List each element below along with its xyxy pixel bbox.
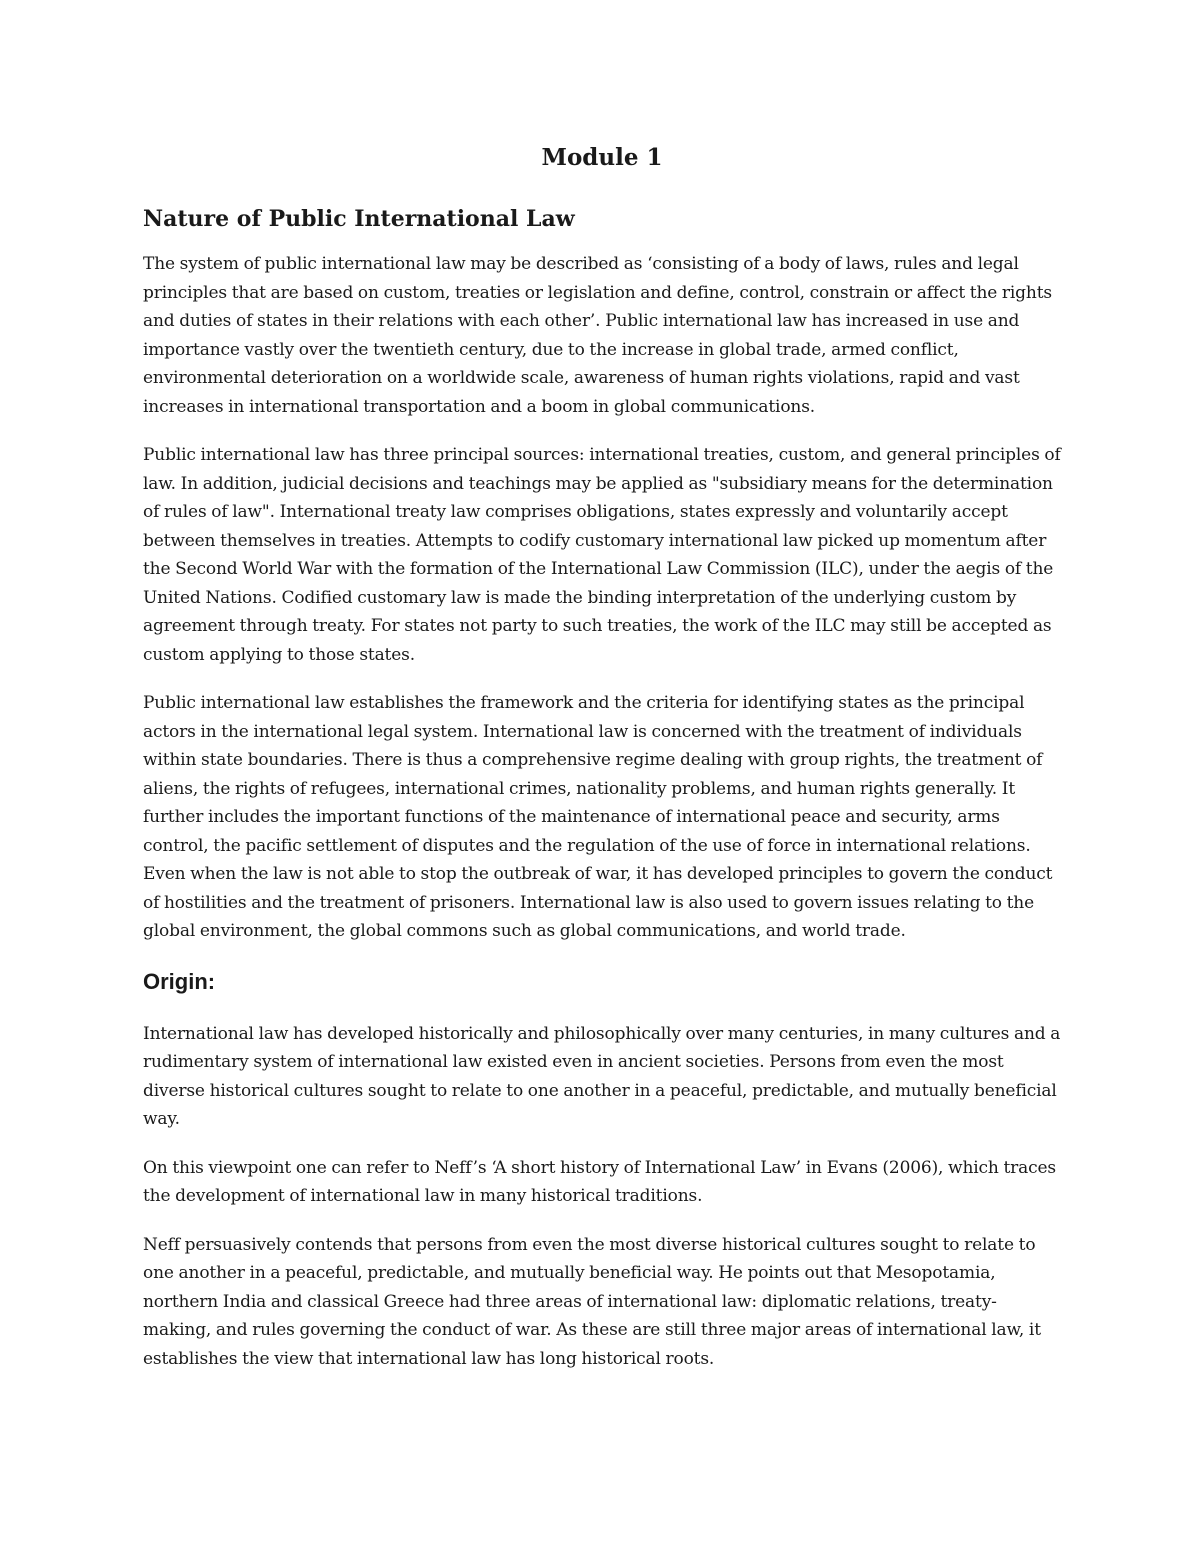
section-heading-nature: Nature of Public International Law bbox=[143, 206, 575, 232]
nature-paragraph-3: Public international law establishes the framework and the criteria for identifying states as the principal actors in the international legal system. International law is concerned with the treatment of individuals within state boundaries. There is thus a comprehensive regime dealing with group rights, the treatment of aliens, the rights of refugees, international crimes, nationality problems, and human rights generally. It further includes the important functions of the maintenance of international peace and security, arms control, the pacific settlement of disputes and the regulation of the use of force in international relations. Even when the law is not able to stop the outbreak of war, it has developed principles to govern the conduct of hostilities and the treatment of prisoners. International law is also used to govern issues relating to the global environment, the global commons such as global communications, and world trade. bbox=[143, 693, 1053, 941]
origin-paragraph-3: Neff persuasively contends that persons from even the most diverse historical cultures sought to relate to one another in a peaceful, predictable, and mutually beneficial way. He points out that Mesopotamia, northern India and classical Greece had three areas of international law: diplomatic relations, treaty-making, and rules governing the conduct of war. As these are still three major areas of international law, it establishes the view that international law has long historical roots. bbox=[143, 1234, 1041, 1369]
document-page bbox=[143, 140, 1061, 1393]
origin-paragraph-1: International law has developed historically and philosophically over many centuries, in many cultures and a rudimentary system of international law existed even in ancient societies. Persons from even the most diverse historical cultures sought to relate to one another in a peaceful, predictable, and mutually beneficial way. bbox=[143, 1023, 1061, 1129]
section-heading-origin: Origin: bbox=[143, 968, 216, 994]
origin-paragraph-2: On this viewpoint one can refer to Neff’s ‘A short history of International Law’ in Evans (2006), which traces the development of international law in many historical traditions. bbox=[143, 1157, 1056, 1206]
module-title: Module 1 bbox=[541, 144, 663, 171]
nature-paragraph-2: Public international law has three principal sources: international treaties, custom, and general principles of law. In addition, judicial decisions and teachings may be applied as "subsidiary means for the determination of rules of law". International treaty law comprises obligations, states expressly and voluntarily accept between themselves in treaties. Attempts to codify customary international law picked up momentum after the Second World War with the formation of the International Law Commission (ILC), under the aegis of the United Nations. Codified customary law is made the binding interpretation of the underlying custom by agreement through treaty. For states not party to such treaties, the work of the ILC may still be accepted as custom applying to those states. bbox=[143, 445, 1061, 665]
nature-paragraph-1: The system of public international law may be described as ‘consisting of a body of laws, rules and legal principles that are based on custom, treaties or legislation and define, control, constrain or affect the rights and duties of states in their relations with each other’. Public international law has increased in use and importance vastly over the twentieth century, due to the increase in global trade, armed conflict, environmental deterioration on a worldwide scale, awareness of human rights violations, rapid and vast increases in international transportation and a boom in global communications. bbox=[143, 254, 1052, 417]
